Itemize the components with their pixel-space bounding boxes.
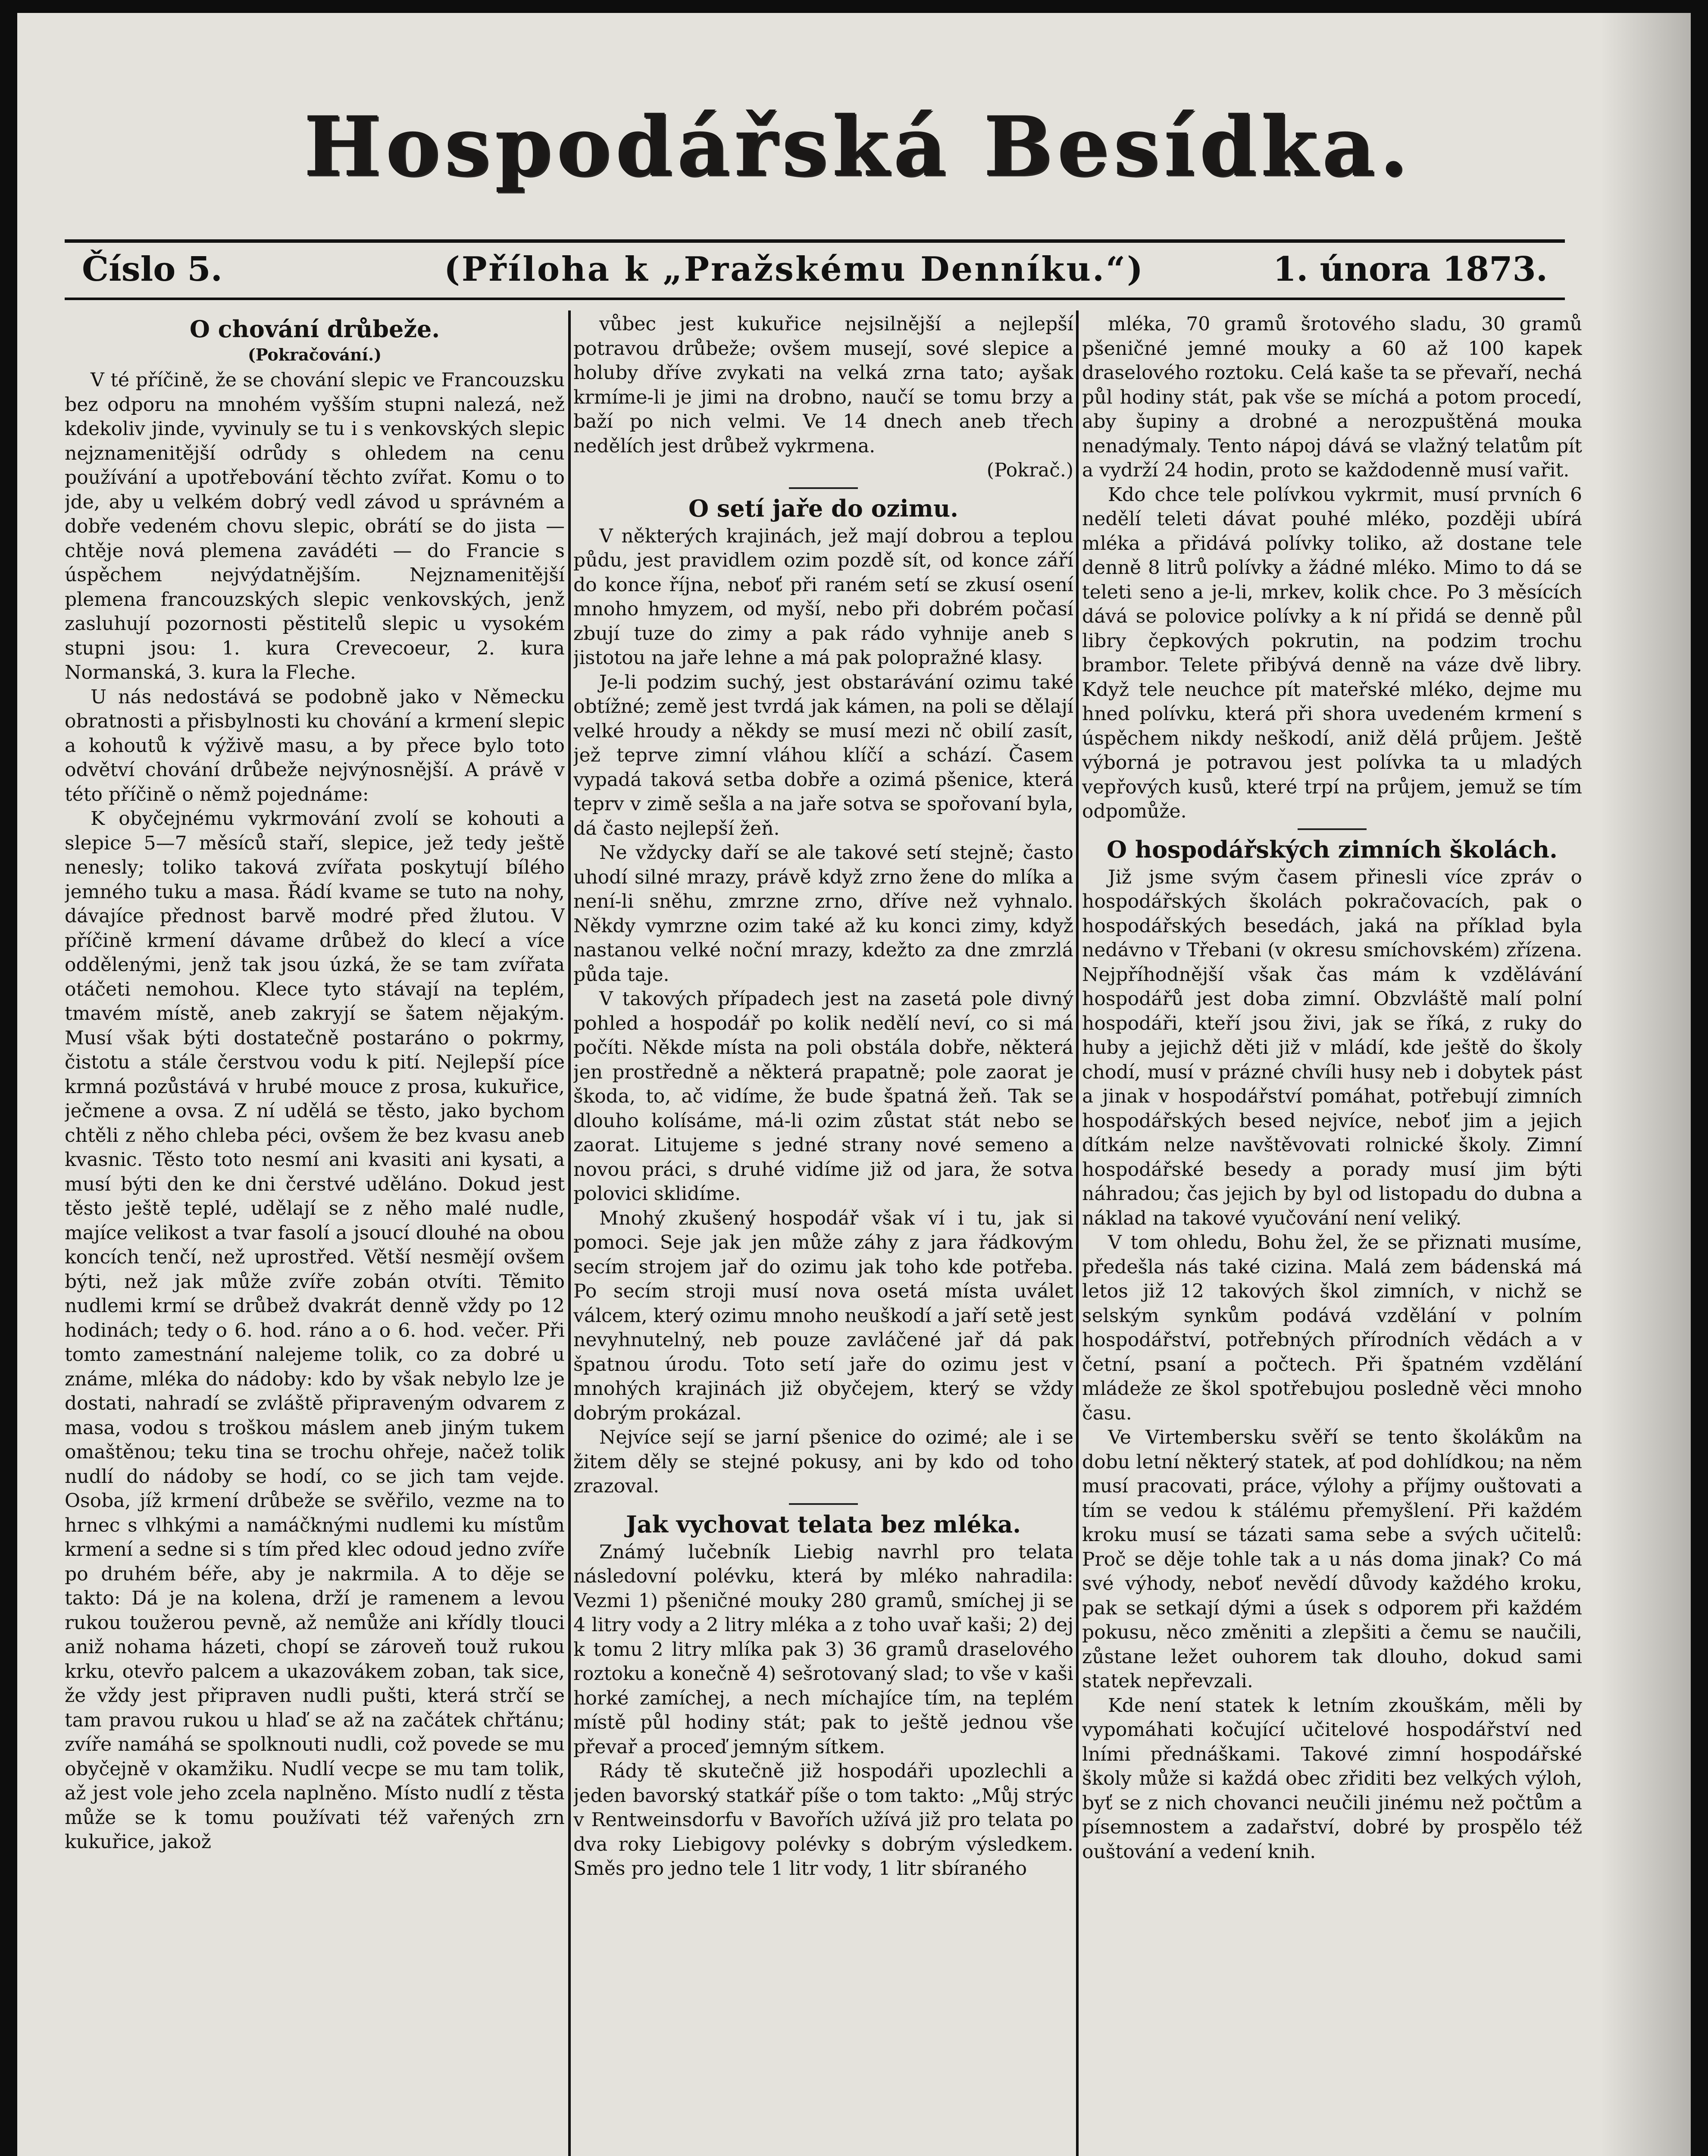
issue-date: 1. února 1873. [1273, 250, 1548, 289]
article-paragraph: U nás nedostává se podobně jako v Německu obratnosti a přisbylnosti ku chování a krmení slepic a kohoutů k výživě masu, a by přece bylo toto odvětví chování drůbeže nejvýnosnější. A právě v této příčině o němž pojednáme: [65, 686, 565, 805]
column-1 [65, 310, 565, 2156]
article-separator [789, 487, 858, 489]
column-divider [568, 310, 571, 2156]
page-edge-shadow [1600, 13, 1691, 2156]
column-divider [1076, 310, 1079, 2156]
article-paragraph: Ve Virtembersku svěří se tento školákům na dobu letní některý statek, ať pod dohlídkou; na něm musí pracovati, práce, výlohy a příjmy ouštovati a tím se vedou k stálému přemyšlení. Při každém kroku musí se tázati sama sebe a svých učitelů: Proč se děje tohle tak a u nás doma jinak? Co má své výhody, neboť nevědí důvody každého kroku, pak se setkají dými a úsek s odporem při každém pokusu, něco změniti a zlepšiti a čemu se naučili, zůstane ležet ouhorem tak dlouho, dokud sami statek nepřevzali. [1082, 1426, 1582, 1692]
article-paragraph: Ne vždycky daří se ale takové setí stejně; často uhodí silné mrazy, právě když zrno žene do mlíka a není-li sněhu, zmrzne zrno, dříve než vyhnalo. Někdy vymrzne ozim také až ku konci zimy, když nastanou velké noční mrazy, kdežto za dne zmrzlá půda taje. [573, 842, 1073, 986]
article-paragraph: V takových případech jest na zasetá pole divný pohled a hospodář po kolik nedělí neví, co si má počíti. Někde místa na poli obstála dobře, některá jen prostředně a některá prapatně; pole zaorat je škoda, to, ač vidíme, že bude špatná žeň. Tak se dlouho kolísáme, má-li ozim zůstat stát nebo se zaorat. Litujeme s jedné strany nové semeno a novou práci, s druhé vidíme již od jara, že sotva polovici sklidíme. [573, 988, 1073, 1205]
article-paragraph: V některých krajinách, jež mají dobrou a teplou půdu, jest pravidlem ozim pozdě sít, od konce září do konce října, neboť při raném setí se zkusí osení mnoho hmyzem, od myší, nebo při dobrém počasí zbují tuze do zimy a pak rádo vyhnije aneb s jistotou na jaře lehne a má pak polopražné klasy. [573, 525, 1073, 669]
article-paragraph: Kdo chce tele polívkou vykrmit, musí prvních 6 nedělí teleti dávat pouhé mléko, později ubírá mléka a přidává polívky toliko, až dostane tele denně 8 litrů polívky a žádné mléko. Mimo to dá se teleti seno a je-li, mrkev, kolik chce. Po 3 měsících dává se polovice polívky a k ní přidá se denně půl libry čepkových pokrutin, na podzim trochu brambor. Telete přibývá denně na váze dvě libry. Když tele neuchce pít mateřské mléko, dejme mu hned polívku, která při shora uvedeném krmení s úspěchem nikdy neškodí, aniž dělá průjem. Ještě výborná je potravou jest polívka ta u mladých vepřových kusů, které trpí na průjem, jemuž se tím odpomůže. [1082, 483, 1582, 822]
article-paragraph: K obyčejnému vykrmování zvolí se kohouti a slepice 5—7 měsíců staří, slepice, jež tedy ještě nenesly; toliko taková zvířata poskytují bílého jemného tuku a masa. Řádí kvame se tuto na nohy, dávajíce přednost barvě modré před žlutou. V příčině krmení dávame drůbež do klecí a více oddělenými, jenž tak jsou úzká, že se tam zvířata otáčeti nemohou. Klece tyto stávají na teplém, tmavém místě, aneb zakryjí se šatem nějakým. Musí však býti dostatečně postaráno o pokrmy, čistotu a stále čerstvou vodu k pití. Nejlepší píce krmná pozůstává v hrubé mouce z prosa, kukuřice, ječmene a ovsa. Z ní udělá se těsto, jako bychom chtěli z něho chleba péci, ovšem že bez kvasu aneb kvasnic. Těsto toto nesmí ani kvasiti ani kysati, a musí býti den ke dni čerstvé uděláno. Dokud jest těsto ještě teplé, udělají se z něho malé nudle, majíce velikost a tvar fasolí a jsoucí dlouhé na obou koncích tenčí, než uprostřed. Větší nesmějí ovšem býti, než jak může zvíře zobán otvíti. Těmito nudlemi krmí se drůbež dvakrát denně vždy po 12 hodinách; tedy o 6. hod. ráno a o 6. hod. večer. Při tomto zamestnání nalejeme tolik, co za dobré u známe, mléka do nádoby: kdo by však nebylo lze je dostati, nahradí se zvláště připraveným odvarem z masa, vodou s troškou máslem aneb jiným tukem omaštěnou; teku tina se trochu ohřeje, načež tolik nudlí do nádoby se hodí, co se jich tam vejde. Osoba, jíž krmení drůbeže se svěřilo, vezme na to hrnec s vlhkými a namáčknými nudlemi ku místům krmení a sedne si s tím před klec odoud jedno zvíře po druhém béře, aby je nakrmila. A to děje se takto: Dá je na kolena, drží je ramenem a levou rukou toužerou pevně, až nemůže ani křídly tlouci aniž nohama házeti, chopí se zároveň touž rukou krku, otevřo palcem a ukazovákem zoban, tak sice, že vždy jest připraven nudli pušti, která strčí se tam pravou rukou u hlaď se až na začátek chřtánu; zvíře namáhá se spolknouti nudli, což povede se mu obyčejně v okamžiku. Nudlí vecpe se mu tam tolik, až jest vole jeho zcela naplněno. Místo nudlí z těsta může se k tomu používati též vařených zrn kukuřice, jakož [65, 808, 565, 1853]
subhead-rule [65, 298, 1565, 300]
article-paragraph: Známý lučebník Liebig navrhl pro telata následovní polévku, která by mléko nahradila: Vezmi 1) pšeničné mouky 280 gramů, smíchej ji se 4 litry vody a 2 litry mléka a z toho uvař kaši; 2) dej k tomu 2 litry mlíka pak 3) 36 gramů draselového roztoku a konečně 4) sešrotovaný slad; to vše v kaši horké zamíchej, a nech míchajíce tím, na teplém místě půl hodiny stát; pak to ještě jednou vše převař a proceď jemným sítkem. [573, 1541, 1073, 1758]
newspaper-page [17, 13, 1691, 2156]
article-paragraph: Nejvíce sejí se jarní pšenice do ozimé; ale i se žitem děly se stejné pokusy, ani by kdo od toho zrazoval. [573, 1426, 1073, 1497]
article-note: (Pokračování.) [247, 345, 382, 364]
article-title: O hospodářských zimních školách. [1107, 835, 1558, 863]
masthead-rule [65, 239, 1565, 243]
article-continuation: vůbec jest kukuřice nejsilnější a nejlepší potravou drůbeže; ovšem musejí, sové slepice a holuby dříve zvykati na velká zrna tato; ayšak krmíme-li je jimi na drobno, naučí se tomu brzy a baží po nich velmi. Ve 14 dnech aneb třech nedělích jest drůbež vykrmena. [573, 313, 1073, 457]
article-title: O setí jaře do ozimu. [688, 494, 958, 522]
article-paragraph: Kde není statek k letním zkouškám, měli by vypomáhati kočující učitelové hospodářství ned lními přednáškami. Takové zimní hospodářské školy může si každá obec zřiditi bez velkých výloh, byť se z nich chovanci neučili jinému než počtům a písemnostem a zadařství, dobré by prospělo též ouštování a vedení knih. [1082, 1694, 1582, 1863]
article-title: O chování drůbeže. [189, 315, 440, 343]
article-paragraph: Mnohý zkušený hospodář však ví i tu, jak si pomoci. Seje jak jen může záhy z jara řádkovým secím strojem jař do ozimu jak toho kde potřeba. Po secím stroji musí nova osetá místa uválet válcem, který ozimu mnoho neuškodí a jaří setě jest nevyhnutelný, neb pouze zavláčené jař dá pak špatnou úrodu. Toto setí jaře do ozimu jest v mnohých krajinách již obyčejem, který se vždy dobrým prokázal. [573, 1207, 1073, 1424]
issue-line [82, 246, 1548, 293]
article-paragraph: V té příčině, že se chování slepic ve Francouzsku bez odporu na mnohém vyšším stupni nalezá, než kdekoliv jinde, vyvinuly se tu i s venkovských slepic nejznamenitější odrůdy s ohledem na cenu používání a upotřebování těchto zvířat. Komu o to jde, aby u velkém dobrý vedl závod u správném a dobře vedeném chovu slepic, obrátí se do jista — chtěje nová plemena zavádéti — do Francie s úspěchem nejvýdatnějším. Nejznamenitější plemena francouzských slepic venkovských, jenž zasluhují pozornosti pěstitelů slepic u vysokém stupni jsou: 1. kura Crevecoeur, 2. kura Normanská, 3. kura la Fleche. [65, 369, 565, 683]
article-paragraph: Rády tě skutečně již hospodáři upozlechli a jeden bavorský statkář píše o tom takto: „Můj strýc v Rentweinsdorfu v Bavořích užívá již pro telata po dva roky Liebigovy polévky s dobrým výsledkem. Směs pro jedno tele 1 litr vody, 1 litr sbíraného [573, 1760, 1073, 1880]
article-separator [789, 1503, 858, 1505]
article-paragraph: Je-li podzim suchý, jest obstarávání ozimu také obtížné; země jest tvrdá jak kámen, na poli se dělají velké hroudy a někdy se musí mezi nč obilí zasít, jež teprve zimní vláhou klíčí a schází. Časem vypadá taková setba dobře a ozimá pšenice, která teprv v zimě sešla a na jaře sotva se spořovaní byla, dá často nejlepší žeň. [573, 671, 1073, 840]
supplement-note: (Příloha k „Pražskému Denníku.“) [444, 250, 1145, 289]
column-3 [1082, 310, 1582, 2156]
article-title: Jak vychovat telata bez mléka. [626, 1510, 1021, 1538]
article-separator [1298, 828, 1367, 830]
article-continuation: mléka, 70 gramů šrotového sladu, 30 gramů pšeničné jemné mouky a 60 až 100 kapek draselového roztoku. Celá kaše ta se převaří, nechá půl hodiny stát, pak vše se míchá a potom procedí, aby šupiny a drobné a nerozpuštěná mouka nenadýmaly. Tento nápoj dává se vlažný telatům pít a vydrží 24 hodin, proto se každodenně musí vařit. [1082, 313, 1582, 481]
masthead [65, 82, 1651, 241]
article-paragraph: Již jsme svým časem přinesli více zpráv o hospodářských školách pokračovacích, pak o hospodářských besedách, jaká na příklad byla nedávno v Třebani (v okresu smíchovském) zřízena. Nejpříhodnější však čas mám k vzdělávání hospodářů jest doba zimní. Obzvláště malí polní hospodáři, kteří jsou živi, jak se říká, z ruky do huby a jejichž děti již v mládí, kde ještě do školy chodí, musí v prázné chvíli husy neb i dobytek pást a jinak v hospodářství pomáhat, potřebují zimních hospodářských besed nejvíce, neboť jim a jejich dítkám nelze navštěvovati rolnické školy. Zimní hospodářské besedy a porady musí jim býti náhradou; čas jejich by byl od listopadu do dubna a náklad na takové vyučování není veliký. [1082, 866, 1582, 1229]
article-paragraph: V tom ohledu, Bohu žel, že se přiznati musíme, předešla nás také cizina. Malá zem bádenská má letos již 12 takových škol zimních, v nichž se selským synkům podává vzdělání v polním hospodářství, potřebných přírodních vědách a v četní, psaní a počtech. Při špatném vzdělání mládeže ze škol spotřebujou posledně věci mnoho času. [1082, 1232, 1582, 1424]
continuation-note: (Pokrač.) [986, 459, 1073, 481]
masthead-title: Hospodářská Besídka. [303, 98, 1412, 194]
issue-number: Číslo 5. [82, 250, 222, 289]
column-2 [573, 310, 1073, 2156]
